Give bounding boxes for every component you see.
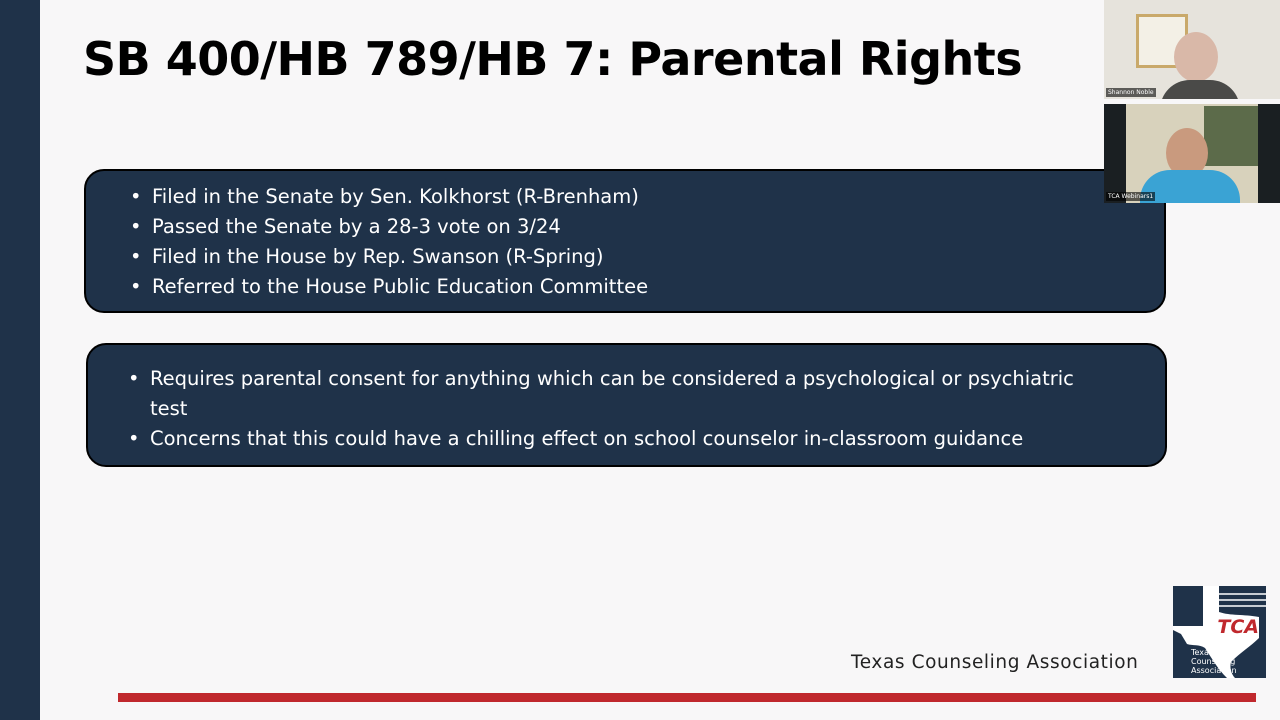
logo-acronym: TCA [1217, 616, 1259, 638]
bill-status-box [84, 169, 1166, 313]
video-tile-tca-webinars[interactable] [1104, 104, 1280, 203]
window-blinds [1204, 106, 1258, 166]
bullet-item: • Concerns that this could have a chilling effect on school counselor in-classroom guidance [128, 424, 1105, 454]
slide-title: SB 400/HB 789/HB 7: Parental Rights [83, 32, 1023, 86]
footer-org-name: Texas Counseling Association [851, 652, 1139, 673]
bullet-item: • Referred to the House Public Education Committee [130, 272, 1164, 302]
bullet-item: • Passed the Senate by a 28-3 vote on 3/24 [130, 212, 1164, 242]
bullet-item: • Filed in the Senate by Sen. Kolkhorst (R-Brenham) [130, 182, 1164, 212]
left-accent-bar [0, 0, 40, 720]
participant-name: Shannon Noble [1108, 89, 1154, 96]
participant-face [1174, 32, 1218, 82]
video-tile-shannon-noble[interactable] [1104, 0, 1280, 99]
tca-logo [1173, 586, 1266, 678]
bullet-item: • Requires parental consent for anything which can be considered a psychological or psychiatric test [128, 364, 1105, 424]
bullet-item: • Filed in the House by Rep. Swanson (R-Spring) [130, 242, 1164, 272]
participant-name: TCA Webinars1 [1108, 193, 1154, 200]
logo-text: Texas Counseling Association [1191, 648, 1237, 675]
bill-concerns-box [86, 343, 1167, 467]
participant-body [1160, 80, 1240, 99]
footer-red-line [118, 693, 1256, 702]
